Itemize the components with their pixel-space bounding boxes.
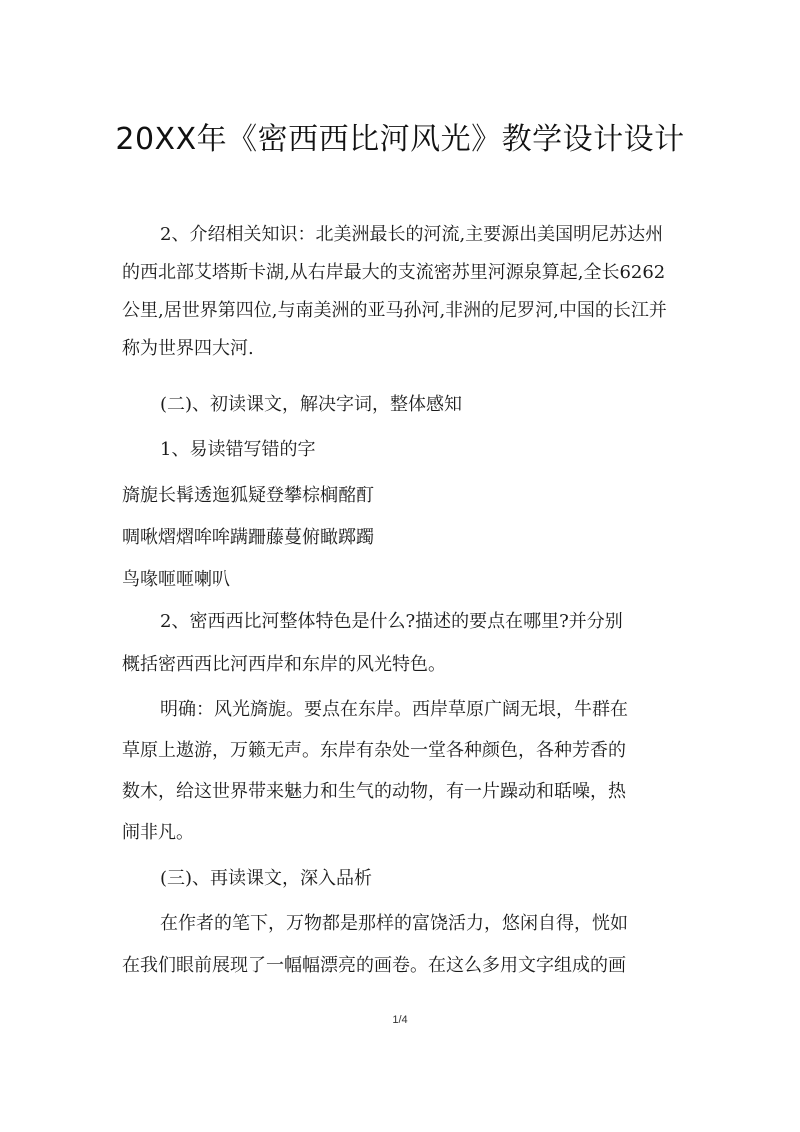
text-line: 在我们眼前展现了一幅幅漂亮的画卷。在这么多用文字组成的画	[122, 955, 626, 976]
text-line: 的西北部艾塔斯卡湖,从右岸最大的支流密苏里河源泉算起,全长6262	[122, 262, 666, 283]
document-title: 20XX年《密西西比河风光》教学设计设计	[115, 122, 685, 157]
text-line: 数木，给这世界带来魅力和生气的动物，有一片躁动和聒噪，热	[122, 781, 626, 802]
page-number: 1/4	[392, 1014, 408, 1026]
text-line: 啁啾熠熠哞哞蹒跚藤蔓俯瞰踯躅	[122, 527, 374, 548]
text-line: 概括密西西比河西岸和东岸的风光特色。	[122, 654, 446, 675]
text-line: 明确：风光旖旎。要点在东岸。西岸草原广阔无垠，牛群在	[160, 699, 628, 720]
text-line: 闹非凡。	[122, 822, 194, 843]
text-line: 草原上遨游，万籁无声。东岸有杂处一堂各种颜色，各种芳香的	[122, 740, 626, 761]
text-line: 称为世界四大河.	[122, 338, 254, 359]
text-line: 2、介绍相关知识：北美洲最长的河流,主要源出美国明尼苏达州	[160, 224, 664, 245]
text-line: 1、易读错写错的字	[160, 439, 316, 460]
text-line: 鸟喙咂咂喇叭	[122, 569, 230, 590]
section-heading: (二)、初读课文，解决字词，整体感知	[160, 394, 463, 415]
text-line: 旖旎长髯透迤狐疑登攀棕榈酩酊	[122, 485, 374, 506]
text-line: 在作者的笔下，万物都是那样的富饶活力，悠闲自得，恍如	[160, 913, 628, 934]
text-line: 公里,居世界第四位,与南美洲的亚马孙河,非洲的尼罗河,中国的长江并	[122, 300, 667, 321]
section-heading: (三)、再读课文，深入品析	[160, 868, 373, 889]
text-line: 2、密西西比河整体特色是什么?描述的要点在哪里?并分别	[160, 611, 623, 632]
